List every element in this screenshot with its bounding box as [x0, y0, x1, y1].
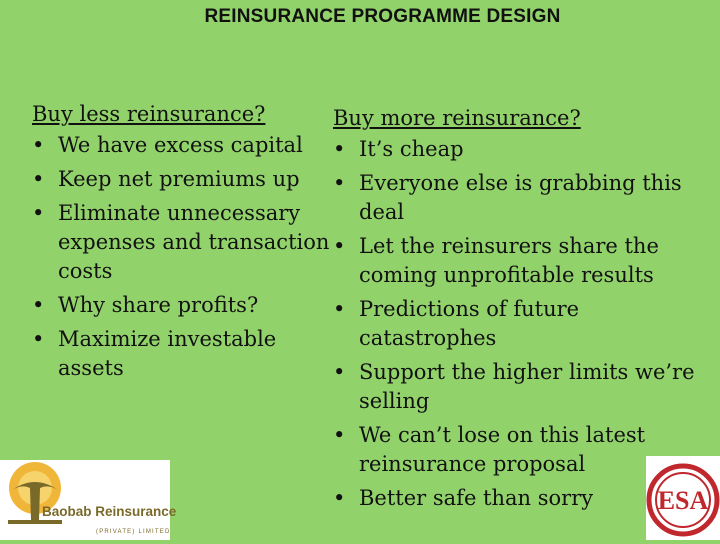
list-item: • Support the higher limits we’re selling: [333, 358, 703, 416]
list-item: • Better safe than sorry: [333, 484, 703, 513]
buy-more-heading: Buy more reinsurance?: [333, 106, 581, 130]
buy-less-column: [32, 100, 332, 388]
list-item: • Let the reinsurers share the coming unprofitable results: [333, 232, 703, 290]
baobab-tree-icon: [0, 460, 170, 540]
slide-title: REINSURANCE PROGRAMME DESIGN: [204, 6, 561, 27]
logo-tagline: (PRIVATE) LIMITED: [96, 529, 171, 535]
list-item: • Eliminate unnecessary expenses and transaction costs: [32, 199, 332, 286]
logo-brand-name: Baobab Reinsurance: [42, 504, 177, 519]
list-item: • Why share profits?: [32, 291, 332, 320]
esa-logo-text: ESA: [657, 486, 709, 515]
buy-less-heading: Buy less reinsurance?: [32, 102, 266, 126]
buy-less-list: [32, 131, 332, 383]
list-item: • Predictions of future catastrophes: [333, 295, 703, 353]
list-item: • Everyone else is grabbing this deal: [333, 169, 703, 227]
list-item: • Maximize investable assets: [32, 325, 332, 383]
list-item: • We have excess capital: [32, 131, 332, 160]
baobab-reinsurance-logo: [0, 460, 177, 540]
esa-logo: [646, 456, 720, 540]
list-item: • It’s cheap: [333, 135, 703, 164]
list-item: • We can’t lose on this latest reinsurance proposal: [333, 421, 703, 479]
list-item: • Keep net premiums up: [32, 165, 332, 194]
